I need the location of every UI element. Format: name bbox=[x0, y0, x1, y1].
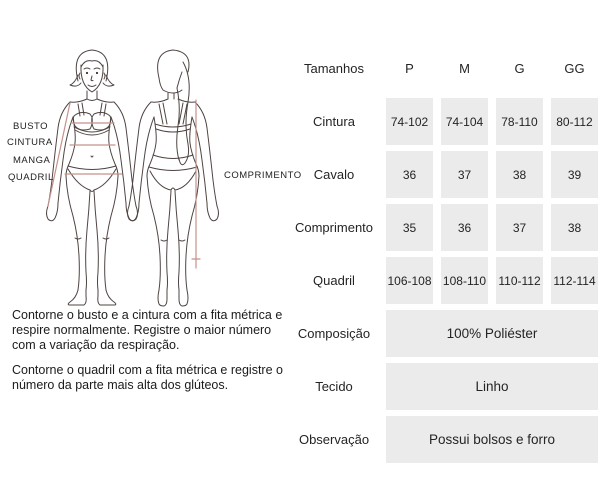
cavalo-g: 38 bbox=[496, 151, 543, 198]
row-label-quadril: Quadril bbox=[313, 273, 355, 288]
cintura-g: 78-110 bbox=[496, 98, 543, 145]
observacao-value: Possui bolsos e forro bbox=[386, 416, 598, 463]
tecido-value: Linho bbox=[386, 363, 598, 410]
quadril-p: 106-108 bbox=[386, 257, 433, 304]
instruction-bust-waist: Contorne o busto e a cintura com a fita métrica e respire normalmente. Registre o maior número com a variação da respiração. bbox=[12, 308, 283, 352]
quadril-g: 110-112 bbox=[496, 257, 543, 304]
body-measurement-figures bbox=[0, 0, 290, 500]
instruction-hip: Contorne o quadril com a fita métrica e registre o número da parte mais alta dos glúteos. bbox=[12, 363, 283, 392]
label-busto: BUSTO bbox=[13, 121, 49, 132]
cintura-m: 74-104 bbox=[441, 98, 488, 145]
cavalo-p: 36 bbox=[386, 151, 433, 198]
cintura-gg: 80-112 bbox=[551, 98, 598, 145]
row-label-comprimento: Comprimento bbox=[294, 220, 374, 235]
label-quadril: QUADRIL bbox=[8, 172, 54, 183]
row-label-cavalo: Cavalo bbox=[313, 167, 355, 182]
comprimento-gg: 38 bbox=[551, 204, 598, 251]
comprimento-m: 36 bbox=[441, 204, 488, 251]
quadril-gg: 112-114 bbox=[551, 257, 598, 304]
front-figure bbox=[47, 50, 138, 305]
table-header-sizes: Tamanhos bbox=[304, 61, 364, 76]
cavalo-gg: 39 bbox=[551, 151, 598, 198]
row-label-observacao: Observação bbox=[298, 432, 370, 447]
size-header-m: M bbox=[459, 61, 470, 76]
row-label-cintura: Cintura bbox=[313, 114, 355, 129]
comprimento-p: 35 bbox=[386, 204, 433, 251]
quadril-m: 108-110 bbox=[441, 257, 488, 304]
measuring-instructions bbox=[12, 308, 288, 403]
size-header-g: G bbox=[514, 61, 525, 76]
size-table bbox=[290, 45, 598, 463]
label-manga: MANGA bbox=[13, 155, 51, 166]
size-header-p: P bbox=[405, 61, 414, 76]
cintura-p: 74-102 bbox=[386, 98, 433, 145]
row-label-tecido: Tecido bbox=[315, 379, 353, 394]
cavalo-m: 37 bbox=[441, 151, 488, 198]
label-cintura: CINTURA bbox=[7, 137, 53, 148]
composicao-value: 100% Poliéster bbox=[386, 310, 598, 357]
size-header-gg: GG bbox=[564, 61, 585, 76]
row-label-composicao: Composição bbox=[297, 326, 371, 341]
back-figure bbox=[128, 50, 219, 306]
comprimento-g: 37 bbox=[496, 204, 543, 251]
label-comprimento: COMPRIMENTO bbox=[224, 170, 302, 181]
